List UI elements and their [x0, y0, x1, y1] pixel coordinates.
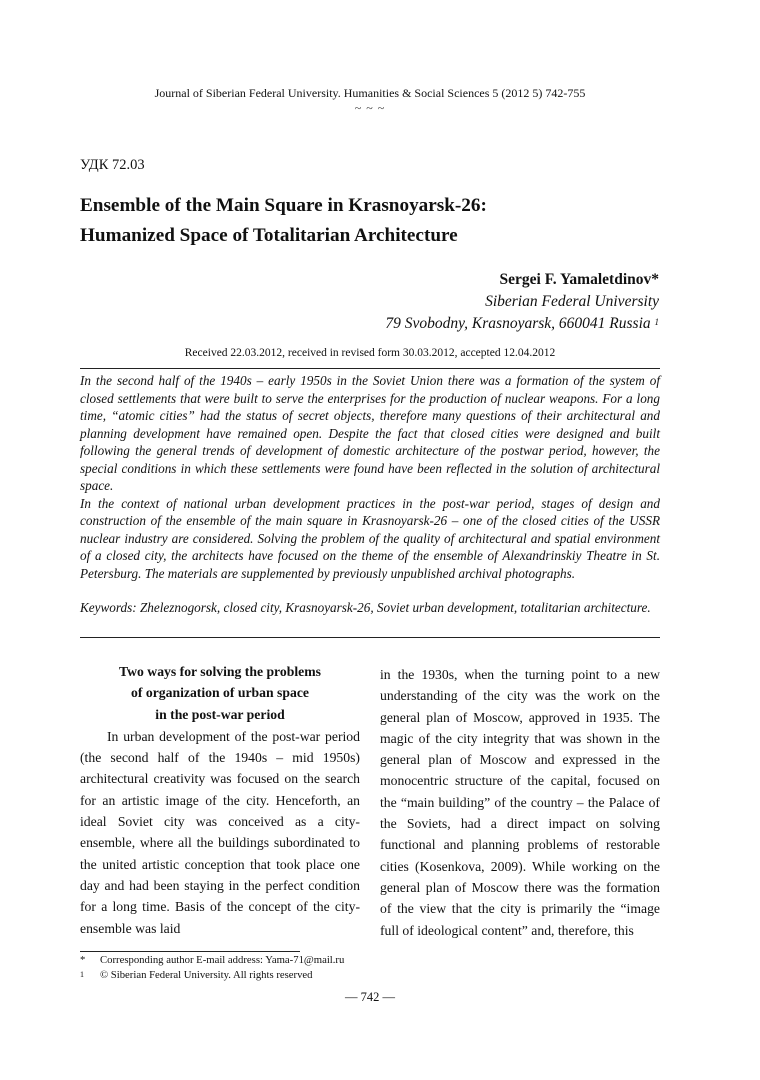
section-heading: [80, 661, 360, 725]
right-column-text: in the 1930s, when the turning point to a new understanding of the city was the work on the general plan of Moscow, approved in 1935. The magic of the city integrity that was shown in the general plan of Moscow and expressed in the monocentric structure of the capital, focused on the “main building” of the country – the Palace of the Soviets, had a direct impact on solving functional and planning problems of restorable cities (Kosenkova, 2009). While working on the general plan of Moscow there was the formation of the view that the city is primarily the “image full of ideological content” and, therefore, this: [380, 667, 660, 938]
author-name: Sergei F. Yamaletdinov*: [499, 271, 659, 288]
footnote-mark: *: [80, 954, 86, 966]
title-line-2: Humanized Space of Totalitarian Architecture: [80, 225, 458, 246]
abstract-bottom-rule: [80, 637, 660, 638]
author-affiliation: Siberian Federal University: [485, 293, 659, 310]
address-footnote-mark: 1: [654, 317, 659, 327]
header-separator: ~ ~ ~: [354, 101, 386, 115]
abstract: [80, 372, 660, 582]
section-heading-line-1: Two ways for solving the problems: [119, 664, 321, 679]
right-column: [380, 664, 660, 941]
page-number: — 742 —: [345, 990, 395, 1004]
footnotes: [80, 953, 344, 982]
left-column-text: In urban development of the post-war period (the second half of the 1940s – mid 1950s) architectural creativity was focused on the search for an artistic image of the city. Henceforth, an ideal Soviet city was conceived as a city-ensemble, where all the buildings subordinated to the united artistic conception that took place one day and had been staying in the perfect condition for a long time. Basis of the concept of the city-ensemble was laid: [80, 728, 360, 936]
footnote-rule: [80, 951, 300, 952]
received-dates: Received 22.03.2012, received in revised form 30.03.2012, accepted 12.04.2012: [184, 347, 556, 359]
footnote-mark: 1: [80, 969, 84, 979]
abstract-paragraph-1: In the second half of the 1940s – early 1950s in the Soviet Union there was a formation of the system of closed settlements that were built to serve the enterprises for the production of nuclear weapons. For a long time, “atomic cities” had the status of secret objects, therefore many questions of their architectural and planning development have remained open. Despite the fact that closed cities were designed and built following the general trends of development of domestic architecture of the postwar period, however, the special conditions in which these settlements were found have been reflected in the solution of architectural space.: [80, 373, 660, 493]
author-block: [385, 269, 659, 335]
title-line-1: Ensemble of the Main Square in Krasnoyarsk-26:: [80, 195, 487, 216]
keywords: Keywords: Zheleznogorsk, closed city, Krasnoyarsk-26, Soviet urban development, totalitarian architecture.: [80, 600, 651, 615]
footnote-text: Corresponding author E-mail address: Yama-71@mail.ru: [100, 954, 345, 966]
abstract-paragraph-2: In the context of national urban development practices in the post-war period, stages of design and construction of the ensemble of the main square in Krasnoyarsk-26 – one of the closed cities of the USSR nuclear industry are considered. Solving the problem of the quality of architectural and spatial environment of a closed city, the architects have focused on the theme of the ensemble of Alexandrinskiy Theatre in St. Petersburg. The materials are supplemented by previously unpublished archival photographs.: [80, 495, 660, 581]
journal-header: Journal of Siberian Federal University. Humanities & Social Sciences 5 (2012 5) 742-755: [154, 86, 586, 100]
author-address: [385, 313, 659, 335]
section-heading-line-2: of organization of urban space: [131, 685, 309, 701]
footnote-text: © Siberian Federal University. All rights reserved: [100, 968, 313, 981]
address-text: 79 Svobodny, Krasnoyarsk, 660041 Russia: [385, 315, 651, 332]
footnote-item: [80, 953, 344, 968]
article-title: [80, 191, 680, 251]
left-column: [80, 661, 360, 939]
udk-code: УДК 72.03: [80, 157, 145, 173]
section-heading-line-3: in the post-war period: [155, 706, 285, 722]
abstract-top-rule: [80, 368, 660, 369]
footnote-item: [80, 968, 344, 983]
